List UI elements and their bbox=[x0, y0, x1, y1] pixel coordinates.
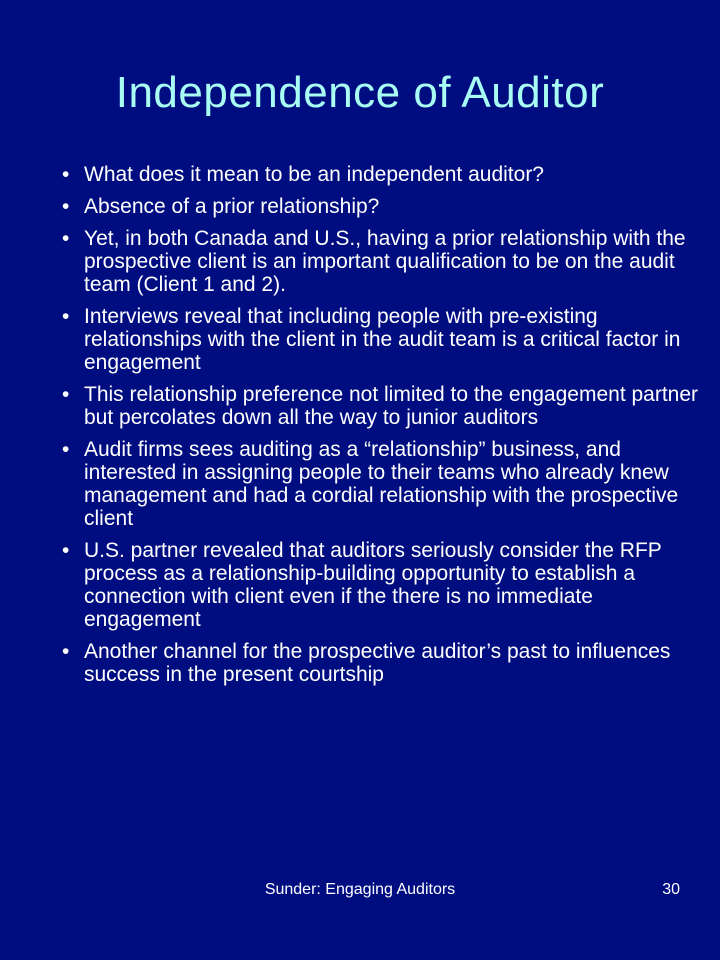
bullet-text: Interviews reveal that including people with pre-existing relationships with the client in the audit team is a critical factor in engagement bbox=[84, 305, 681, 374]
list-item bbox=[62, 195, 712, 218]
footer-text: Sunder: Engaging Auditors bbox=[264, 881, 456, 898]
bullet-icon: • bbox=[62, 438, 70, 461]
bullet-text: U.S. partner revealed that auditors seriously consider the RFP process as a relationship-building opportunity to establish a connection with client even if the there is no immediate engagement bbox=[84, 539, 662, 631]
bullet-icon: • bbox=[62, 227, 70, 250]
bullet-icon: • bbox=[62, 163, 70, 186]
bullet-text: Absence of a prior relationship? bbox=[84, 195, 380, 218]
list-item bbox=[62, 438, 712, 530]
list-item bbox=[62, 383, 712, 429]
bullet-text: Another channel for the prospective auditor’s past to influences success in the present courtship bbox=[84, 640, 671, 686]
list-item bbox=[62, 640, 712, 686]
bullet-text: What does it mean to be an independent auditor? bbox=[84, 163, 544, 186]
list-item bbox=[62, 227, 712, 296]
page-number: 30 bbox=[662, 881, 680, 898]
bullet-text: Yet, in both Canada and U.S., having a prior relationship with the prospective client is an important qualification to be on the audit team (Client 1 and 2). bbox=[84, 227, 686, 296]
bullet-list bbox=[62, 163, 712, 695]
bullet-icon: • bbox=[62, 305, 70, 328]
bullet-icon: • bbox=[62, 539, 70, 562]
bullet-icon: • bbox=[62, 640, 70, 663]
bullet-text: This relationship preference not limited to the engagement partner but percolates down all the way to junior auditors bbox=[84, 383, 699, 429]
list-item bbox=[62, 539, 712, 631]
list-item bbox=[62, 163, 712, 186]
list-item bbox=[62, 305, 712, 374]
bullet-icon: • bbox=[62, 195, 70, 218]
bullet-icon: • bbox=[62, 383, 70, 406]
slide-title: Independence of Auditor bbox=[115, 68, 605, 117]
bullet-text: Audit firms sees auditing as a “relationship” business, and interested in assigning people to their teams who already knew management and had a cordial relationship with the prospective client bbox=[84, 438, 679, 530]
